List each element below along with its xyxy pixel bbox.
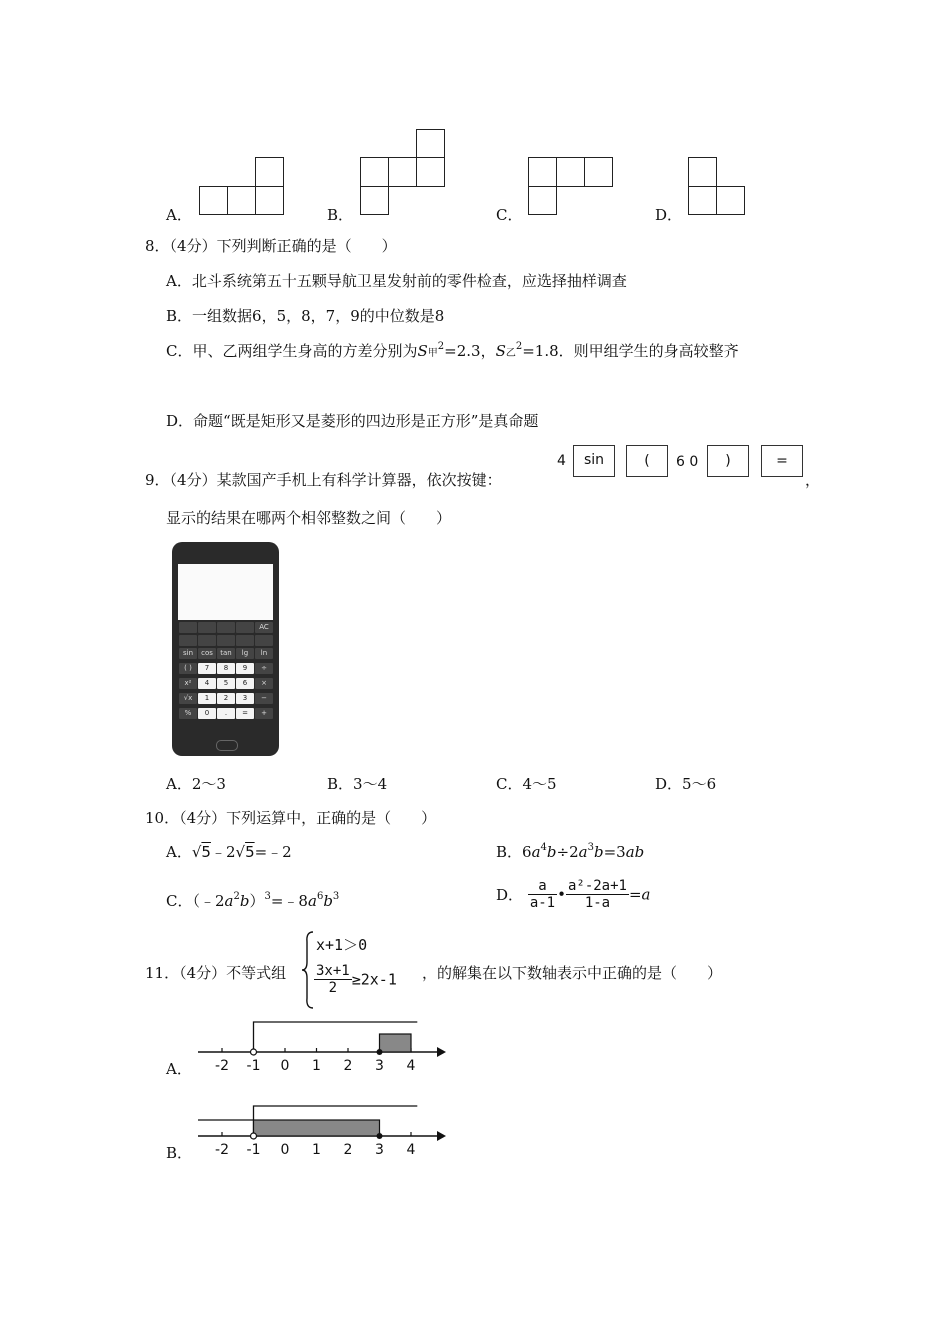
q11-ineq-1: x+1＞0 — [316, 936, 368, 954]
shaded-region — [254, 1120, 380, 1136]
phone-key: ÷ — [255, 663, 273, 674]
tick-label: -1 — [246, 1142, 261, 1158]
q10-option-b: B．$6a^4b\div 2a^3b=3ab$ — [496, 842, 645, 861]
brace-icon — [301, 930, 315, 1010]
phone-key: ( ) — [179, 663, 197, 674]
phone-key: × — [255, 678, 273, 689]
phone-key — [236, 622, 254, 633]
q8-option-d: D．命题“既是矩形又是菱形的四边形是正方形”是真命题 — [166, 412, 539, 430]
phone-key: + — [255, 708, 273, 719]
phone-key: 9 — [236, 663, 254, 674]
q9-stem: 9．（4分）某款国产手机上有科学计算器，依次按键： — [145, 471, 502, 489]
q10-option-c: C．$(﹣2a^2b)^3=﹣8a^6b^3$ — [166, 891, 340, 910]
open-point — [251, 1133, 257, 1139]
phone-key: 7 — [198, 663, 216, 674]
phone-key: − — [255, 693, 273, 704]
phone-key: ln — [255, 648, 273, 659]
sqrt-icon: √5 — [235, 843, 255, 861]
q9-key-60: 6 0 — [676, 454, 699, 470]
phone-key — [217, 622, 235, 633]
tick-label: 1 — [312, 1058, 321, 1074]
tick-label: -1 — [246, 1058, 261, 1074]
tick-label: -2 — [215, 1058, 229, 1074]
q9-key-sin: sin — [573, 445, 615, 477]
phone-key — [198, 622, 216, 633]
phone-key: 0 — [198, 708, 216, 719]
phone-key: 2 — [217, 693, 235, 704]
phone-key — [236, 635, 254, 646]
q10-stem: 10．（4分）下列运算中，正确的是（ ） — [145, 809, 437, 827]
q9-option-b: B．3～4 — [327, 775, 388, 793]
phone-key: AC — [255, 622, 273, 633]
phone-key — [217, 635, 235, 646]
tick-label: 0 — [280, 1142, 290, 1158]
phone-key — [179, 635, 197, 646]
phone-key: 8 — [217, 663, 235, 674]
q10-option-a: A．√5﹣2√5=﹣2 — [166, 843, 292, 861]
q9-stem-2: 显示的结果在哪两个相邻整数之间（ ） — [166, 509, 452, 527]
tick-label: 1 — [312, 1142, 321, 1158]
tick-label: 2 — [343, 1058, 353, 1074]
phone-key — [255, 635, 273, 646]
phone-key: 6 — [236, 678, 254, 689]
phone-key — [198, 635, 216, 646]
q9-option-d: D．5～6 — [655, 775, 717, 793]
q11-number-line-b — [195, 1102, 450, 1160]
q11-stem-post: ，的解集在以下数轴表示中正确的是（ ） — [422, 964, 723, 982]
arrow-icon — [437, 1131, 446, 1141]
q9-key-rparen: ) — [707, 445, 749, 477]
q11-stem-pre: 11．（4分）不等式组 — [145, 964, 287, 982]
sqrt-icon: √5 — [191, 843, 211, 861]
phone-key: % — [179, 708, 197, 719]
tick-label: 3 — [375, 1058, 384, 1074]
q9-option-a: A．2～3 — [166, 775, 226, 793]
open-point — [251, 1049, 257, 1055]
q9-key-lparen: ( — [626, 445, 668, 477]
shaded-region — [380, 1034, 412, 1052]
phone-key: lg — [236, 648, 254, 659]
tick-label: 0 — [280, 1058, 290, 1074]
q11-ineq-2: $\frac{3x+1}{2}$ ≥2x-1 — [316, 963, 397, 996]
arrow-icon — [437, 1047, 446, 1057]
closed-point — [377, 1049, 383, 1055]
closed-point — [377, 1133, 383, 1139]
phone-key: 3 — [236, 693, 254, 704]
tick-label: 4 — [406, 1058, 416, 1074]
phone-key: . — [217, 708, 235, 719]
phone-key: 1 — [198, 693, 216, 704]
q11-option-b: B． — [166, 1144, 193, 1162]
phone-image — [172, 542, 279, 756]
tick-label: 3 — [375, 1142, 384, 1158]
q11-option-a: A． — [166, 1060, 192, 1078]
q8-option-b: B．一组数据6，5，8，7，9的中位数是8 — [166, 307, 445, 325]
q9-key-equals: = — [761, 445, 803, 477]
q9-key-4: 4 — [557, 453, 566, 469]
phone-key: 4 — [198, 678, 216, 689]
phone-key: cos — [198, 648, 216, 659]
q8-stem: 8．（4分）下列判断正确的是（ ） — [145, 237, 397, 255]
phone-key: √x — [179, 693, 197, 704]
q7-option-b-label: B． — [327, 206, 354, 224]
phone-key: tan — [217, 648, 235, 659]
q8-option-a: A．北斗系统第五十五颗导航卫星发射前的零件检查，应选择抽样调查 — [166, 272, 627, 290]
phone-key: sin — [179, 648, 197, 659]
phone-key: 5 — [217, 678, 235, 689]
tick-label: 4 — [406, 1142, 416, 1158]
q7-option-d-label: D． — [655, 206, 683, 224]
phone-screen — [178, 564, 273, 620]
q7-option-a-label: A． — [166, 206, 192, 224]
q9-option-c: C．4～5 — [496, 775, 557, 793]
phone-key — [179, 622, 197, 633]
phone-key: x² — [179, 678, 197, 689]
q11-number-line-a — [195, 1018, 450, 1076]
phone-key: = — [236, 708, 254, 719]
q9-comma: ， — [805, 471, 821, 489]
tick-label: -2 — [215, 1142, 229, 1158]
q7-option-c-label: C． — [496, 206, 523, 224]
tick-label: 2 — [343, 1142, 353, 1158]
q10-option-d: D． $\frac{a}{a-1}$ • $\frac{\text{a²-2a+1}}{1-a}$ =a — [496, 878, 651, 911]
q8-option-c: C．甲、乙两组学生身高的方差分别为S甲$^2$=2.3，S乙$^2$=1.8．则甲组学生的身高较整齐 — [166, 341, 739, 360]
home-button-icon — [216, 740, 238, 751]
